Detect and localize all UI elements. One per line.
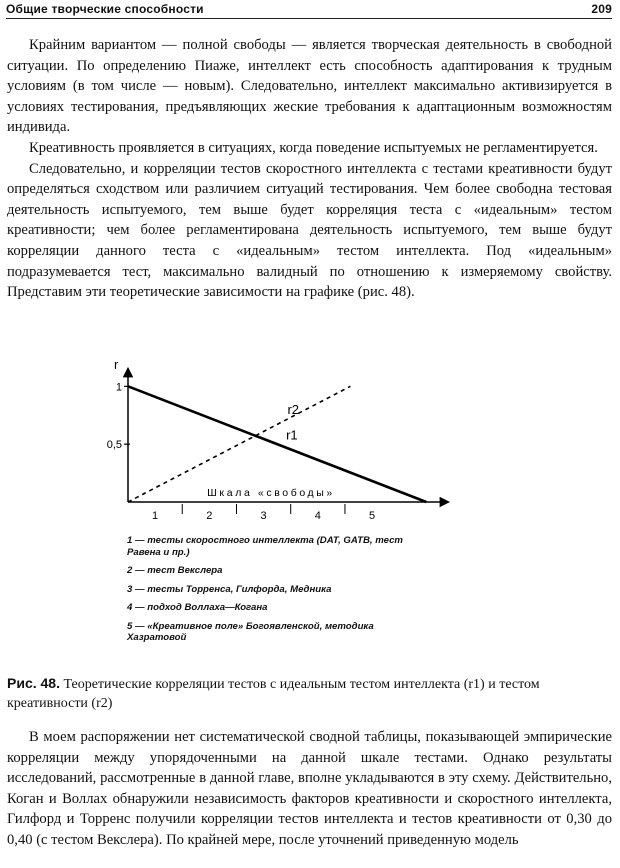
- running-header-title: Общие творческие способности: [6, 2, 204, 16]
- x-axis-label: Шкала «свободы»: [207, 487, 335, 499]
- x-tick-label: 1: [152, 510, 159, 522]
- x-tick-label: 5: [369, 510, 376, 522]
- figure-48-chart: [100, 355, 460, 525]
- chart-svg: [100, 355, 460, 525]
- figure-caption: [7, 674, 612, 713]
- legend-item: 3 — тесты Торренса, Гилфорда, Медника: [127, 583, 332, 595]
- figure-caption-text: Теоретические корреляции тестов с идеальным тестом интеллекта (r1) и тестом креативности (r2): [7, 677, 540, 711]
- x-tick-label: 2: [206, 510, 213, 522]
- series-line-r1: [128, 386, 426, 502]
- paragraph: В моем распоряжении нет систематической сводной таблицы, показывающей эмпирические корреляции между упорядоченными на данной шкале тестами. Однако результаты исследований, рассмотренные в данной главе, вполне укладываются в эту схему. Действительно, Коган и Воллах обнаружили независимость факторов креативности и скоростного интеллекта, Гилфорд и Торренс получили корреляции тестов интеллекта и тестов креативности от 0,30 до 0,40 (с тестом Векслера). По крайней мере, после уточнений приведенную модель: [7, 729, 612, 848]
- series-label-r1: r1: [286, 427, 298, 443]
- paragraph: Крайним вариантом — полной свободы — является творческая деятельность в свободной ситуации. По определению Пиаже, интеллект есть способность адаптирования к трудным условиям (в том числе — новым). Следовательно, интеллект максимально активизируется в условиях тестирования, предъявляющих жеские требования к адаптационным возможностям индивида.: [7, 37, 612, 136]
- running-header: [6, 2, 612, 19]
- x-tick-label: 3: [260, 510, 267, 522]
- figure-legend: [127, 535, 427, 651]
- y-tick-label: 1: [115, 381, 122, 394]
- page-number: 209: [591, 2, 612, 16]
- body-text-bottom: [7, 727, 612, 851]
- paragraph: Следовательно, и корреляции тестов скоростного интеллекта с тестами креативности будут определяться сходством или различием ситуаций тестирования. Чем более свободна тестовая деятельность испытуемого, тем выше будет корреляция теста с «идеальным» тестом креативности; чем более регламентирована деятельность испытуемого, тем выше будут корреляции данного теста с «идеальным» тестом интеллекта. Под «идеальным» подразумевается тест, максимально валидный по отношению к измеряемому свойству. Представим эти теоретические зависимости на графике (рис. 48).: [7, 160, 612, 301]
- legend-item: 2 — тест Векслера: [127, 565, 223, 576]
- y-axis-label: r: [114, 357, 119, 372]
- x-tick-label: 4: [314, 510, 321, 522]
- series-line-r2: [128, 386, 350, 502]
- y-tick-label: 0,5: [106, 439, 122, 452]
- legend-item: 5 — «Креативное поле» Богоявленской, методика Хазратовой: [127, 620, 374, 643]
- series-label-r2: r2: [287, 401, 300, 417]
- figure-caption-label: Рис. 48.: [7, 675, 60, 691]
- body-text-top: [7, 35, 612, 303]
- paragraph: Креативность проявляется в ситуациях, когда поведение испытуемых не регламентируется.: [29, 139, 598, 156]
- legend-item: 1 — тесты скоростного интеллекта (DAT, GATB, тест Равена и пр.): [127, 535, 403, 558]
- legend-item: 4 — подход Воллаха—Когана: [127, 602, 268, 613]
